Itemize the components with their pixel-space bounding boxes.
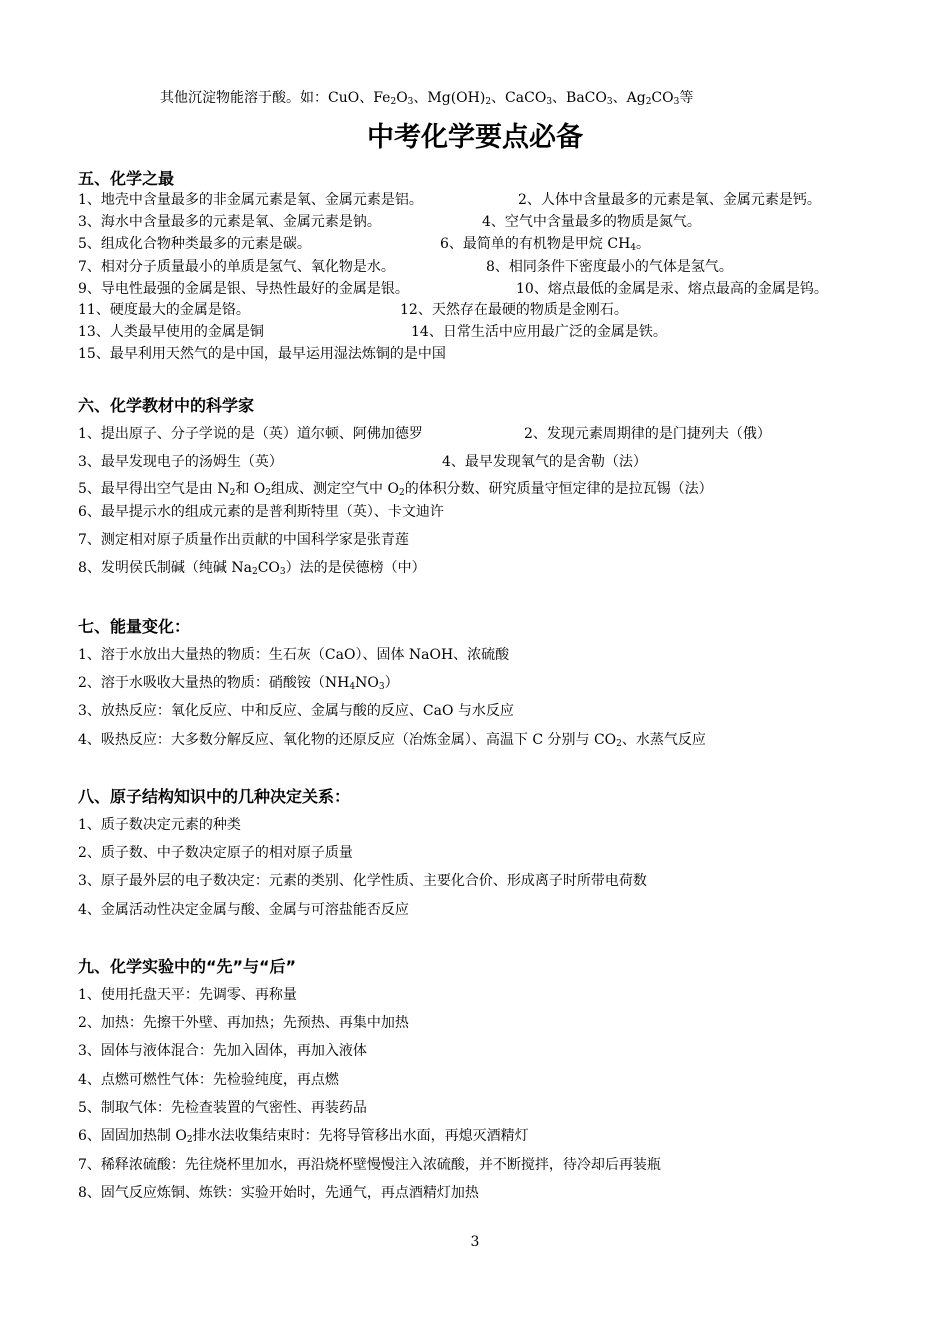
section-heading-8: 八、原子结构知识中的几种决定关系：: [78, 787, 351, 806]
list-item: 5、制取气体：先检查装置的气密性、再装药品: [78, 1100, 367, 1116]
list-item: 1、溶于水放出大量热的物质：生石灰（CaO）、固体 NaOH、浓硫酸: [78, 647, 510, 663]
list-item: 2、加热：先擦干外壁、再加热；先预热、再集中加热: [78, 1015, 409, 1031]
list-item: 5、组成化合物种类最多的元素是碳。: [78, 236, 311, 252]
list-item: 7、相对分子质量最小的单质是氢气、氧化物是水。: [78, 259, 395, 275]
list-item: 11、硬度最大的金属是铬。: [78, 302, 250, 318]
list-item: 1、地壳中含量最多的非金属元素是氧、金属元素是铝。: [78, 192, 423, 208]
list-item: 1、使用托盘天平：先调零、再称量: [78, 987, 297, 1003]
list-item: 4、吸热反应：大多数分解反应、氧化物的还原反应（冶炼金属）、高温下 C 分别与 $CO_2$、水蒸气反应: [78, 732, 706, 749]
list-item: 12、天然存在最硬的物质是金刚石。: [400, 302, 628, 318]
list-item: 4、最早发现氧气的是舍勒（法）: [442, 454, 647, 470]
list-item: 9、导电性最强的金属是银、导热性最好的金属是银。: [78, 281, 409, 297]
list-item: 3、海水中含量最多的元素是氧、金属元素是钠。: [78, 214, 381, 230]
section-heading-9: 九、化学实验中的“先”与“后”: [78, 957, 297, 976]
list-item: 7、测定相对原子质量作出贡献的中国科学家是张青莲: [78, 532, 409, 548]
list-item: 10、熔点最低的金属是汞、熔点最高的金属是钨。: [516, 281, 828, 297]
page-number: 3: [470, 1234, 480, 1250]
list-item: 15、最早利用天然气的是中国，最早运用湿法炼铜的是中国: [78, 346, 446, 362]
section-heading-6: 六、化学教材中的科学家: [78, 396, 255, 415]
section-heading-7: 七、能量变化：: [78, 617, 191, 636]
list-item: 2、溶于水吸收大量热的物质：硝酸铵$(NH_4NO_3)$: [78, 675, 399, 692]
list-item: 7、稀释浓硫酸：先往烧杯里加水，再沿烧杯壁慢慢注入浓硫酸，并不断搅拌，待冷却后再装瓶: [78, 1157, 661, 1173]
list-item: 3、最早发现电子的汤姆生（英）: [78, 454, 283, 470]
list-item: 8、发明侯氏制碱（纯碱 $Na_2CO_3$）法的是侯德榜（中）: [78, 560, 426, 577]
list-item: 3、原子最外层的电子数决定：元素的类别、化学性质、主要化合价、形成离子时所带电荷数: [78, 873, 647, 889]
list-item: 1、提出原子、分子学说的是（英）道尔顿、阿佛加德罗: [78, 426, 423, 442]
list-item: 2、发现元素周期律的是门捷列夫（俄）: [524, 426, 771, 442]
top-note: 其他沉淀物能溶于酸。如：CuO、$Fe_2O_3$、$Mg(OH)_2$、CaCO$_3$、BaCO$_3$、$Ag_2CO_3$等: [160, 90, 694, 107]
list-item: 3、放热反应：氧化反应、中和反应、金属与酸的反应、CaO 与水反应: [78, 703, 514, 719]
list-item: 4、空气中含量最多的物质是氮气。: [482, 214, 701, 230]
list-item: 14、日常生活中应用最广泛的金属是铁。: [411, 324, 667, 340]
list-item: 6、最简单的有机物是甲烷 $CH_4$。: [440, 236, 651, 253]
list-item: 13、人类最早使用的金属是铜: [78, 324, 264, 340]
list-item: 1、质子数决定元素的种类: [78, 817, 241, 833]
list-item: 3、固体与液体混合：先加入固体，再加入液体: [78, 1043, 367, 1059]
list-item: 2、人体中含量最多的元素是氧、金属元素是钙。: [518, 192, 821, 208]
list-item: 8、固气反应炼铜、炼铁：实验开始时，先通气，再点酒精灯加热: [78, 1185, 479, 1201]
list-item: 8、相同条件下密度最小的气体是氢气。: [486, 259, 733, 275]
section-heading-5: 五、化学之最: [78, 169, 175, 188]
list-item: 6、固固加热制 $O_2$排水法收集结束时：先将导管移出水面，再熄灭酒精灯: [78, 1128, 529, 1145]
page-title: 中考化学要点必备: [367, 122, 583, 153]
list-item: 6、最早提示水的组成元素的是普利斯特里（英）、卡文迪许: [78, 504, 444, 520]
list-item: 4、点燃可燃性气体：先检验纯度，再点燃: [78, 1072, 339, 1088]
list-item: 5、最早得出空气是由 $N_2$和 $O_2$组成、测定空气中 $O_2$的体积分数、研究质量守恒定律的是拉瓦锡（法）: [78, 481, 713, 498]
list-item: 4、金属活动性决定金属与酸、金属与可溶盐能否反应: [78, 902, 409, 918]
list-item: 2、质子数、中子数决定原子的相对原子质量: [78, 845, 353, 861]
